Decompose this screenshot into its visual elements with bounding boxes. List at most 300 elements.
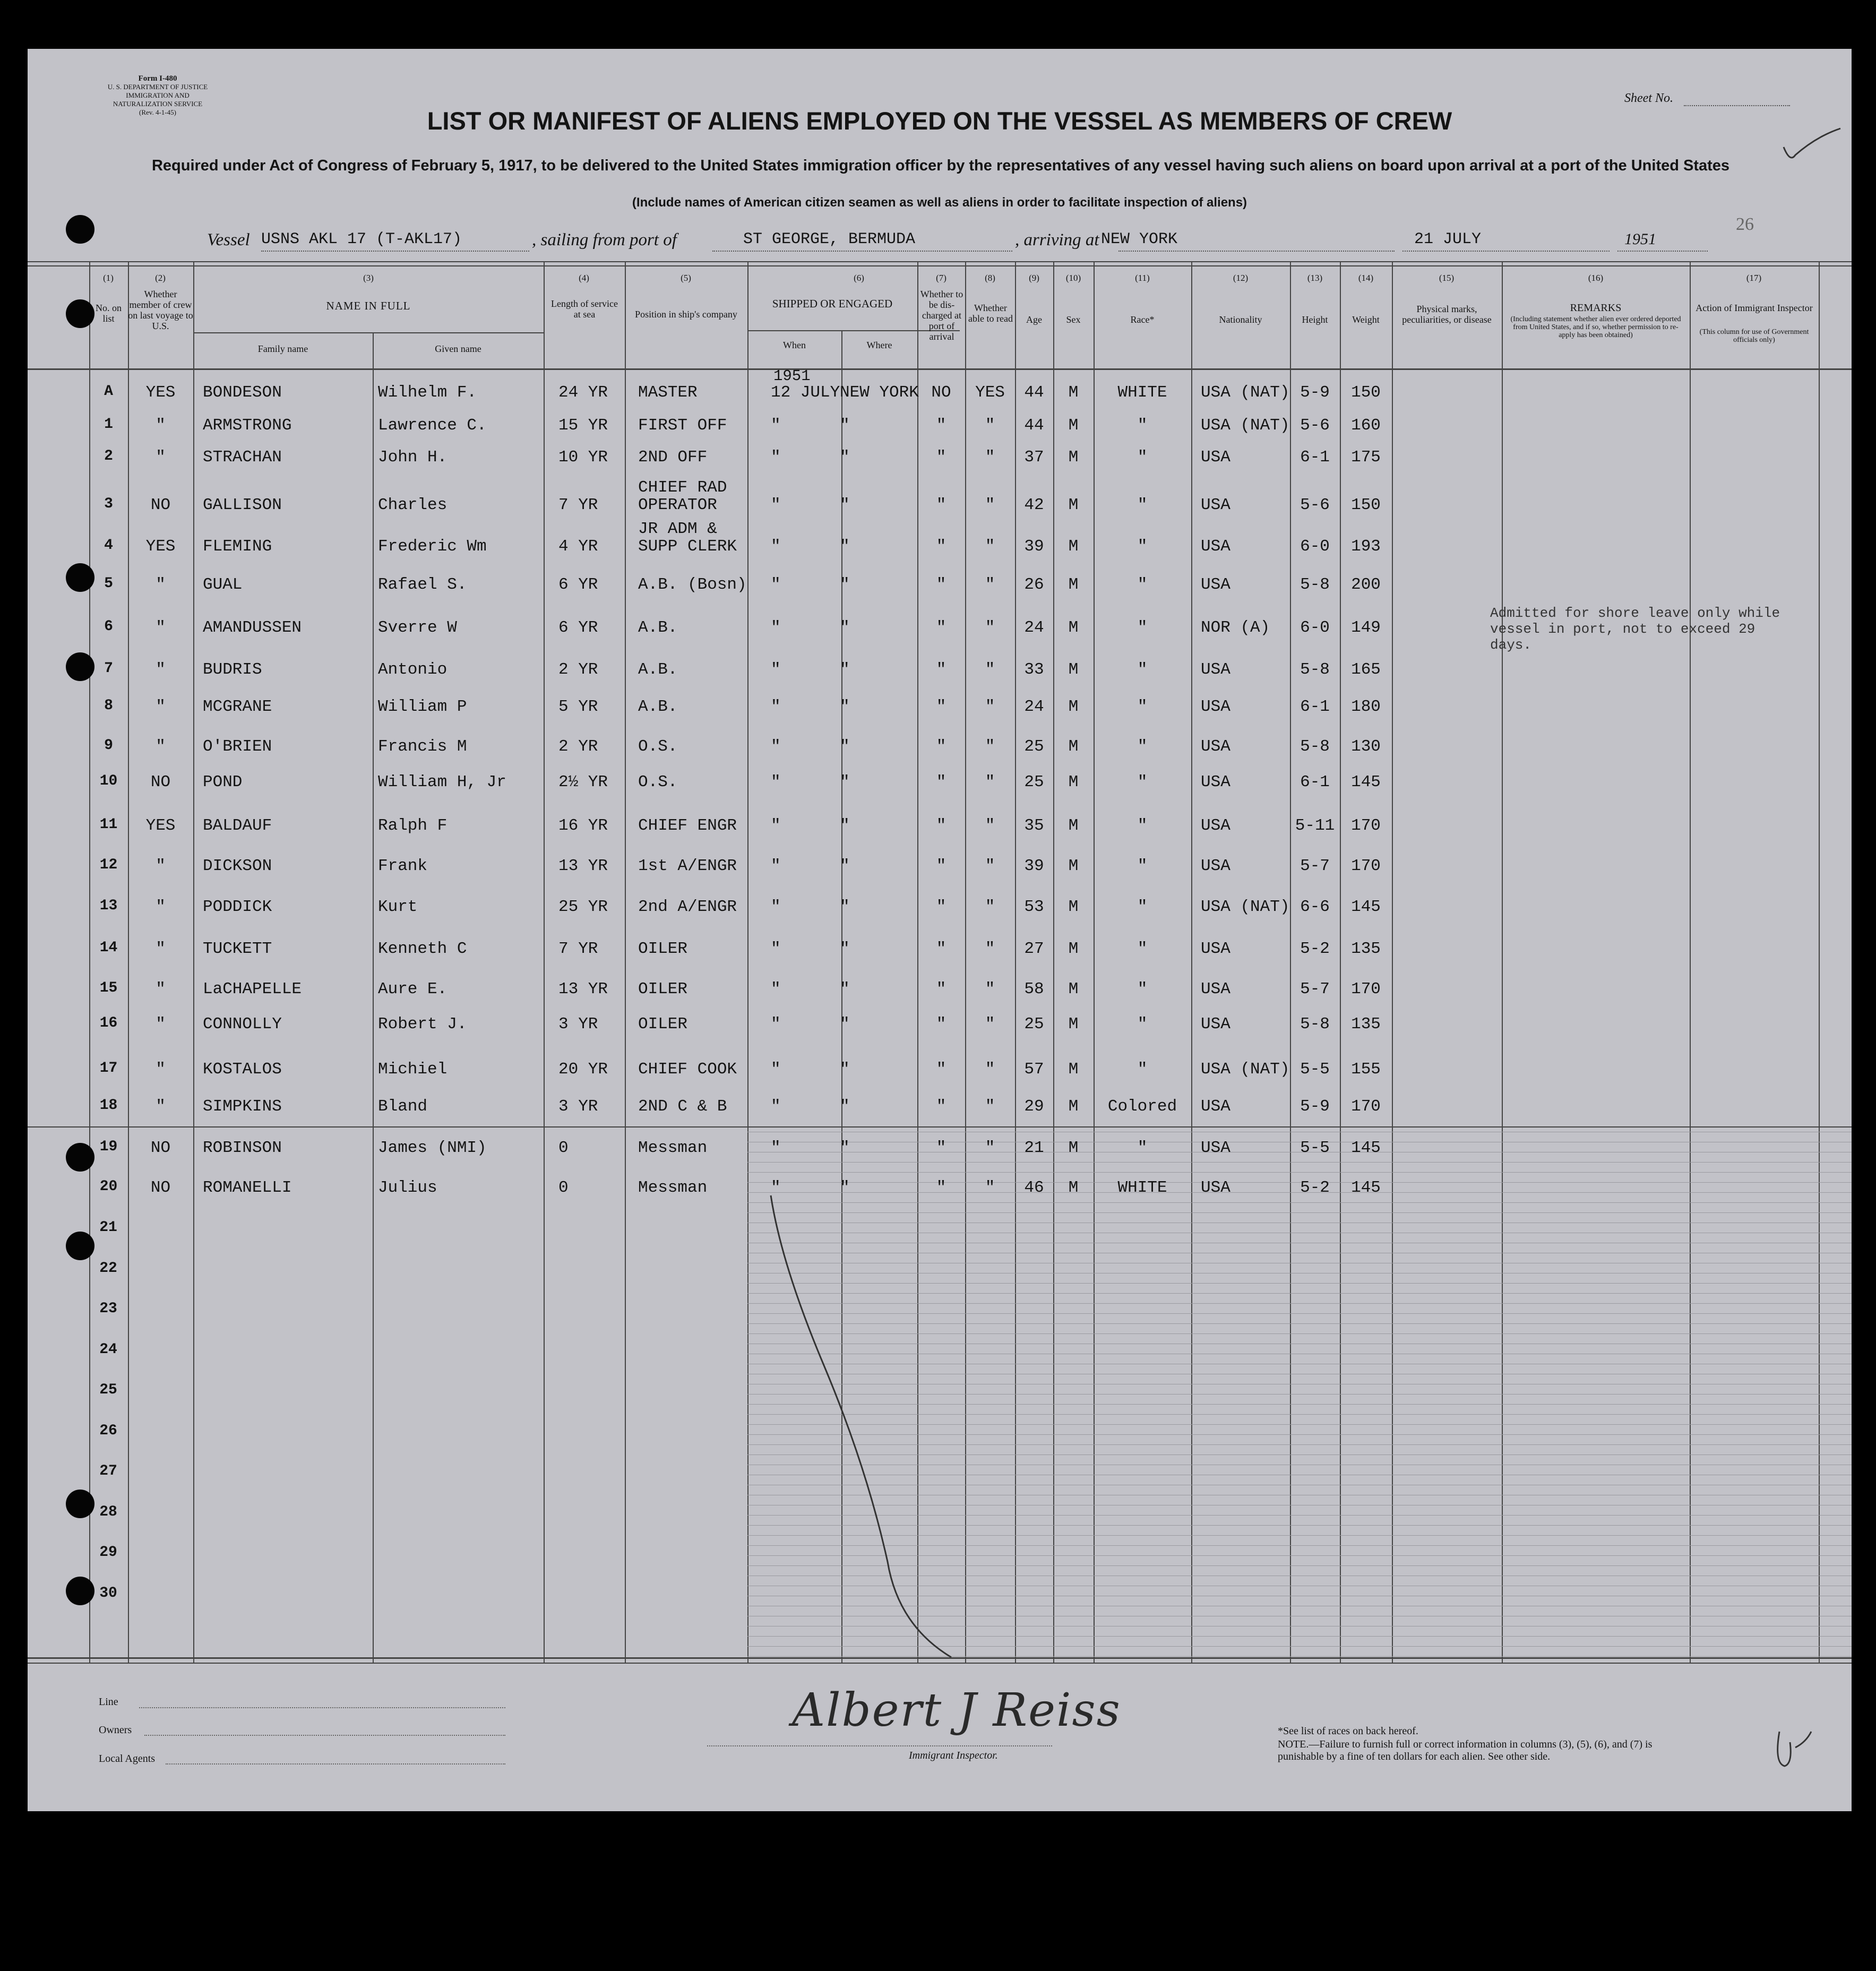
signature-line bbox=[707, 1745, 1052, 1746]
empty-row-number: 27 bbox=[99, 1463, 117, 1479]
cell-given: Charles bbox=[378, 496, 448, 514]
cell-weight: 145 bbox=[1351, 773, 1381, 791]
cell-no: 1 bbox=[104, 416, 113, 433]
page-subnote: (Include names of American citizen seamen as well as aliens in order to facilitate inspection of aliens) bbox=[632, 195, 1247, 210]
page-subtitle: Required under Act of Congress of February 5, 1917, to be delivered to the United States immigration officer by the representatives of any vessel having such aliens on board upon arrival at a port of the United States bbox=[151, 157, 1730, 174]
cell-height: 6-0 bbox=[1300, 537, 1330, 556]
column-number: (9) bbox=[1029, 273, 1039, 283]
cell-read: " bbox=[985, 698, 995, 716]
cell-nationality: USA (NAT) bbox=[1201, 383, 1290, 402]
cell-nationality: USA bbox=[1201, 1015, 1230, 1034]
cell-service: 3 YR bbox=[558, 1097, 598, 1116]
cell-no: 5 bbox=[104, 575, 113, 592]
cell-age: 25 bbox=[1024, 737, 1044, 756]
cell-weight: 135 bbox=[1351, 940, 1381, 958]
cell-no: 13 bbox=[99, 898, 118, 914]
cell-height: 5-8 bbox=[1300, 575, 1330, 594]
cell-sex: M bbox=[1068, 1178, 1079, 1197]
cell-sex: M bbox=[1068, 448, 1079, 467]
cell-discharged: " bbox=[936, 773, 946, 791]
cell-nationality: USA bbox=[1201, 496, 1230, 514]
cell-position: JR ADM & SUPP CLERK bbox=[638, 520, 737, 556]
cell-no: 16 bbox=[99, 1015, 118, 1031]
cell-read: " bbox=[985, 1015, 995, 1034]
cell-nationality: USA bbox=[1201, 660, 1230, 679]
footer-line-field bbox=[139, 1707, 505, 1708]
cell-crew: " bbox=[156, 1097, 166, 1116]
cell-age: 24 bbox=[1024, 698, 1044, 716]
cell-when: " bbox=[771, 940, 781, 958]
when-year-note: 1951 bbox=[773, 367, 811, 385]
column-number: (2) bbox=[155, 273, 166, 283]
cell-given: William H, Jr bbox=[378, 773, 506, 791]
cell-age: 42 bbox=[1024, 496, 1044, 514]
footer-line-label: Line bbox=[99, 1696, 118, 1708]
cell-where: " bbox=[840, 940, 850, 958]
punch-hole bbox=[66, 1232, 94, 1260]
cell-age: 53 bbox=[1024, 898, 1044, 916]
cell-position: 2nd A/ENGR bbox=[638, 898, 737, 916]
cell-age: 39 bbox=[1024, 857, 1044, 875]
cell-crew: NO bbox=[150, 496, 171, 514]
column-number: (1) bbox=[103, 273, 114, 283]
cell-race: " bbox=[1137, 448, 1148, 467]
cell-sex: M bbox=[1068, 1015, 1079, 1034]
cell-where: " bbox=[840, 1097, 850, 1116]
column-number: (13) bbox=[1307, 273, 1323, 283]
cell-service: 16 YR bbox=[558, 816, 608, 835]
col-header-remarks: REMARKS bbox=[1570, 302, 1622, 314]
cell-read: " bbox=[985, 940, 995, 958]
cell-given: Antonio bbox=[378, 660, 448, 679]
cell-read: " bbox=[985, 537, 995, 556]
cell-where: " bbox=[840, 980, 850, 999]
cell-where: " bbox=[840, 1139, 850, 1157]
cell-discharged: " bbox=[936, 737, 946, 756]
cell-position: A.B. bbox=[638, 698, 678, 716]
cell-age: 21 bbox=[1024, 1139, 1044, 1157]
cell-weight: 160 bbox=[1351, 416, 1381, 435]
cell-height: 5-2 bbox=[1300, 940, 1330, 958]
cell-crew: NO bbox=[150, 1139, 171, 1157]
cell-read: " bbox=[985, 618, 995, 637]
cell-position: CHIEF RAD OPERATOR bbox=[638, 478, 727, 514]
cell-when: " bbox=[771, 575, 781, 594]
cell-service: 0 bbox=[558, 1139, 569, 1157]
cell-service: 13 YR bbox=[558, 857, 608, 875]
cell-discharged: " bbox=[936, 940, 946, 958]
cell-service: 2½ YR bbox=[558, 773, 608, 791]
cell-when: 12 JULY bbox=[771, 383, 840, 402]
col-header-height: Height bbox=[1302, 314, 1328, 325]
cell-no: 20 bbox=[99, 1178, 118, 1195]
cell-nationality: USA bbox=[1201, 857, 1230, 875]
cell-discharged: " bbox=[936, 660, 946, 679]
cell-discharged: NO bbox=[931, 383, 951, 402]
empty-row-number: 26 bbox=[99, 1422, 117, 1439]
cell-age: 35 bbox=[1024, 816, 1044, 835]
punch-hole bbox=[66, 1577, 94, 1605]
vessel-label: Vessel bbox=[207, 230, 250, 249]
cell-crew: " bbox=[156, 980, 166, 999]
cell-discharged: " bbox=[936, 1097, 946, 1116]
cell-crew: " bbox=[156, 737, 166, 756]
cell-race: " bbox=[1137, 537, 1148, 556]
cell-crew: YES bbox=[145, 537, 176, 556]
cell-race: " bbox=[1137, 416, 1148, 435]
punch-hole bbox=[66, 652, 94, 681]
cell-height: 5-7 bbox=[1300, 857, 1330, 875]
cell-crew: " bbox=[156, 575, 166, 594]
column-number: (5) bbox=[681, 273, 691, 283]
cell-given: Bland bbox=[378, 1097, 428, 1116]
cell-when: " bbox=[771, 980, 781, 999]
cell-given: Robert J. bbox=[378, 1015, 467, 1034]
cell-family: AMANDUSSEN bbox=[203, 618, 302, 637]
cell-given: Ralph F bbox=[378, 816, 448, 835]
cell-nationality: USA bbox=[1201, 737, 1230, 756]
cell-age: 39 bbox=[1024, 537, 1044, 556]
cell-where: " bbox=[840, 773, 850, 791]
cell-weight: 170 bbox=[1351, 816, 1381, 835]
cell-race: " bbox=[1137, 980, 1148, 999]
cell-no: 10 bbox=[99, 773, 118, 789]
cell-when: " bbox=[771, 1178, 781, 1197]
cell-height: 5-2 bbox=[1300, 1178, 1330, 1197]
cell-family: LaCHAPELLE bbox=[203, 980, 302, 999]
col-header-action: Action of Immigrant Inspector bbox=[1696, 303, 1813, 313]
cell-service: 24 YR bbox=[558, 383, 608, 402]
cell-discharged: " bbox=[936, 448, 946, 467]
col-header-sex: Sex bbox=[1066, 314, 1081, 325]
cell-sex: M bbox=[1068, 857, 1079, 875]
cell-position: A.B. (Bosn) bbox=[638, 575, 747, 594]
column-number: (17) bbox=[1746, 273, 1762, 283]
punch-hole bbox=[66, 215, 94, 244]
empty-row-number: 25 bbox=[99, 1382, 117, 1398]
cell-height: 6-1 bbox=[1300, 773, 1330, 791]
cell-sex: M bbox=[1068, 618, 1079, 637]
cell-nationality: USA bbox=[1201, 575, 1230, 594]
cell-weight: 170 bbox=[1351, 980, 1381, 999]
cell-height: 6-1 bbox=[1300, 448, 1330, 467]
cell-family: FLEMING bbox=[203, 537, 272, 556]
cell-read: YES bbox=[975, 383, 1005, 402]
cell-position: Messman bbox=[638, 1178, 708, 1197]
cell-given: Rafael S. bbox=[378, 575, 467, 594]
cell-family: O'BRIEN bbox=[203, 737, 272, 756]
cell-crew: " bbox=[156, 448, 166, 467]
cell-when: " bbox=[771, 816, 781, 835]
cell-weight: 135 bbox=[1351, 1015, 1381, 1034]
col-header-action-note: (This column for use of Government officials only) bbox=[1699, 328, 1809, 344]
cell-no: 18 bbox=[99, 1097, 118, 1114]
cell-nationality: USA bbox=[1201, 980, 1230, 999]
cell-service: 0 bbox=[558, 1178, 569, 1197]
col-header-no: No. on list bbox=[96, 303, 122, 324]
cell-age: 33 bbox=[1024, 660, 1044, 679]
cell-where: NEW YORK bbox=[840, 383, 919, 402]
col-header-where: Where bbox=[866, 340, 892, 350]
cell-nationality: USA bbox=[1201, 698, 1230, 716]
cell-given: Kurt bbox=[378, 898, 418, 916]
cell-family: ROBINSON bbox=[203, 1139, 282, 1157]
cell-no: 19 bbox=[99, 1139, 118, 1155]
cell-crew: " bbox=[156, 1060, 166, 1079]
cell-read: " bbox=[985, 1060, 995, 1079]
cell-crew: " bbox=[156, 660, 166, 679]
cell-read: " bbox=[985, 1139, 995, 1157]
cell-race: " bbox=[1137, 773, 1148, 791]
cell-race: " bbox=[1137, 940, 1148, 958]
cell-race: WHITE bbox=[1117, 383, 1167, 402]
empty-row-number: 23 bbox=[99, 1301, 117, 1317]
cell-position: CHIEF ENGR bbox=[638, 816, 737, 835]
cell-sex: M bbox=[1068, 660, 1079, 679]
cell-when: " bbox=[771, 773, 781, 791]
cell-race: WHITE bbox=[1117, 1178, 1167, 1197]
cell-race: " bbox=[1137, 618, 1148, 637]
cell-nationality: USA bbox=[1201, 537, 1230, 556]
cell-service: 13 YR bbox=[558, 980, 608, 999]
cell-no: 14 bbox=[99, 940, 118, 956]
inspector-signature: Albert J Reiss bbox=[792, 1684, 1121, 1737]
cell-service: 10 YR bbox=[558, 448, 608, 467]
cell-position: Messman bbox=[638, 1139, 708, 1157]
cell-race: " bbox=[1137, 575, 1148, 594]
col-header-remarks-note: (Including statement whether alien ever ordered deported from United States, and if so, whether permission to re-apply has been obtained) bbox=[1510, 315, 1681, 339]
cell-position: OILER bbox=[638, 940, 688, 958]
cell-nationality: USA bbox=[1201, 448, 1230, 467]
cell-crew: " bbox=[156, 857, 166, 875]
cell-race: " bbox=[1137, 898, 1148, 916]
column-number: (11) bbox=[1135, 273, 1150, 283]
cell-age: 44 bbox=[1024, 383, 1044, 402]
cell-where: " bbox=[840, 898, 850, 916]
cell-service: 5 YR bbox=[558, 698, 598, 716]
cell-height: 5-8 bbox=[1300, 660, 1330, 679]
cell-weight: 145 bbox=[1351, 898, 1381, 916]
cell-height: 5-11 bbox=[1295, 816, 1335, 835]
cell-no: 11 bbox=[99, 816, 118, 833]
cell-discharged: " bbox=[936, 980, 946, 999]
col-header-shipped: SHIPPED OR ENGAGED bbox=[772, 297, 893, 310]
empty-row-number: 30 bbox=[99, 1585, 117, 1602]
cell-race: " bbox=[1137, 816, 1148, 835]
cell-crew: NO bbox=[150, 773, 171, 791]
cell-where: " bbox=[840, 1060, 850, 1079]
form-revision: (Rev. 4-1-45) bbox=[139, 108, 176, 116]
cell-given: Michiel bbox=[378, 1060, 448, 1079]
cell-read: " bbox=[985, 857, 995, 875]
cell-read: " bbox=[985, 575, 995, 594]
cell-family: ROMANELLI bbox=[203, 1178, 292, 1197]
cell-position: OILER bbox=[638, 1015, 688, 1034]
cell-when: " bbox=[771, 448, 781, 467]
cell-weight: 193 bbox=[1351, 537, 1381, 556]
cell-position: A.B. bbox=[638, 660, 678, 679]
cell-family: BALDAUF bbox=[203, 816, 272, 835]
cell-sex: M bbox=[1068, 980, 1079, 999]
cell-height: 5-5 bbox=[1300, 1060, 1330, 1079]
cell-weight: 145 bbox=[1351, 1178, 1381, 1197]
cell-crew: NO bbox=[150, 1178, 171, 1197]
cell-no: 4 bbox=[104, 537, 113, 554]
cell-age: 24 bbox=[1024, 618, 1044, 637]
cell-weight: 165 bbox=[1351, 660, 1381, 679]
cell-read: " bbox=[985, 496, 995, 514]
cell-height: 5-6 bbox=[1300, 416, 1330, 435]
cell-family: BUDRIS bbox=[203, 660, 262, 679]
manifest-document bbox=[28, 49, 1852, 1811]
cell-service: 25 YR bbox=[558, 898, 608, 916]
col-header-weight: Weight bbox=[1352, 314, 1380, 325]
col-header-discharged: Whether to be dis-charged at port of arrival bbox=[920, 289, 963, 342]
cell-crew: " bbox=[156, 618, 166, 637]
column-number: (12) bbox=[1233, 273, 1249, 283]
col-header-nationality: Nationality bbox=[1219, 314, 1262, 325]
cell-weight: 180 bbox=[1351, 698, 1381, 716]
cell-sex: M bbox=[1068, 898, 1079, 916]
cell-crew: " bbox=[156, 940, 166, 958]
cell-family: STRACHAN bbox=[203, 448, 282, 467]
cell-discharged: " bbox=[936, 575, 946, 594]
arriving-port: NEW YORK bbox=[1101, 230, 1178, 248]
cell-race: " bbox=[1137, 1139, 1148, 1157]
cell-given: Wilhelm F. bbox=[378, 383, 477, 402]
cell-service: 20 YR bbox=[558, 1060, 608, 1079]
cell-discharged: " bbox=[936, 1178, 946, 1197]
cell-race: " bbox=[1137, 857, 1148, 875]
sailing-label: , sailing from port of bbox=[532, 230, 677, 249]
cell-weight: 170 bbox=[1351, 1097, 1381, 1116]
cell-height: 6-1 bbox=[1300, 698, 1330, 716]
cell-where: " bbox=[840, 416, 850, 435]
cell-family: BONDESON bbox=[203, 383, 282, 402]
cell-discharged: " bbox=[936, 537, 946, 556]
cell-position: 1st A/ENGR bbox=[638, 857, 737, 875]
cell-age: 44 bbox=[1024, 416, 1044, 435]
column-number: (15) bbox=[1439, 273, 1455, 283]
cell-position: FIRST OFF bbox=[638, 416, 727, 435]
cell-age: 46 bbox=[1024, 1178, 1044, 1197]
arriving-label: , arriving at bbox=[1015, 230, 1099, 249]
cell-no: 3 bbox=[104, 496, 113, 512]
cell-read: " bbox=[985, 737, 995, 756]
footer-owners-field bbox=[144, 1735, 505, 1736]
cell-given: Francis M bbox=[378, 737, 467, 756]
col-header-read: Whether able to read bbox=[968, 303, 1013, 324]
cancel-line-mark bbox=[739, 1190, 973, 1657]
cell-given: Lawrence C. bbox=[378, 416, 487, 435]
cell-sex: M bbox=[1068, 537, 1079, 556]
cell-service: 2 YR bbox=[558, 737, 598, 756]
cell-height: 5-5 bbox=[1300, 1139, 1330, 1157]
empty-row-number: 28 bbox=[99, 1503, 117, 1520]
cell-when: " bbox=[771, 737, 781, 756]
cell-height: 5-9 bbox=[1300, 1097, 1330, 1116]
cell-where: " bbox=[840, 537, 850, 556]
cell-when: " bbox=[771, 1015, 781, 1034]
punch-hole bbox=[66, 299, 94, 328]
cell-discharged: " bbox=[936, 857, 946, 875]
column-number: (6) bbox=[854, 273, 864, 283]
cell-given: Julius bbox=[378, 1178, 437, 1197]
page-title: LIST OR MANIFEST OF ALIENS EMPLOYED ON THE VESSEL AS MEMBERS OF CREW bbox=[427, 107, 1452, 135]
column-number: (14) bbox=[1358, 273, 1374, 283]
cell-where: " bbox=[840, 496, 850, 514]
cell-age: 29 bbox=[1024, 1097, 1044, 1116]
col-header-service: Length of service at sea bbox=[551, 298, 618, 320]
cell-when: " bbox=[771, 698, 781, 716]
arrival-date: 21 JULY bbox=[1414, 230, 1482, 248]
cell-nationality: USA bbox=[1201, 1097, 1230, 1116]
cell-sex: M bbox=[1068, 737, 1079, 756]
cell-crew: " bbox=[156, 898, 166, 916]
col-header-position: Position in ship's company bbox=[635, 309, 737, 320]
cell-position: 2ND C & B bbox=[638, 1097, 727, 1116]
cell-no: 7 bbox=[104, 660, 113, 677]
cell-nationality: USA (NAT) bbox=[1201, 898, 1290, 916]
cell-nationality: USA (NAT) bbox=[1201, 1060, 1290, 1079]
cell-height: 5-7 bbox=[1300, 980, 1330, 999]
cell-weight: 150 bbox=[1351, 383, 1381, 402]
cell-height: 5-8 bbox=[1300, 737, 1330, 756]
cell-when: " bbox=[771, 496, 781, 514]
col-header-age: Age bbox=[1026, 314, 1042, 325]
footer-agents-label: Local Agents bbox=[99, 1753, 156, 1765]
empty-row-number: 22 bbox=[99, 1260, 117, 1277]
footer-owners-label: Owners bbox=[99, 1724, 132, 1736]
cell-service: 4 YR bbox=[558, 537, 598, 556]
cell-where: " bbox=[840, 698, 850, 716]
cell-read: " bbox=[985, 448, 995, 467]
cell-given: Kenneth C bbox=[378, 940, 467, 958]
cell-family: GUAL bbox=[203, 575, 243, 594]
cell-sex: M bbox=[1068, 575, 1079, 594]
cell-service: 2 YR bbox=[558, 660, 598, 679]
cell-height: 5-8 bbox=[1300, 1015, 1330, 1034]
shore-leave-remark: Admitted for shore leave only while vessel in port, not to exceed 29 days. bbox=[1490, 605, 1780, 653]
col-header-given: Given name bbox=[435, 343, 481, 354]
cell-race: " bbox=[1137, 660, 1148, 679]
cell-crew: " bbox=[156, 698, 166, 716]
cell-given: Frank bbox=[378, 857, 428, 875]
cell-family: DICKSON bbox=[203, 857, 272, 875]
inspector-label: Immigrant Inspector. bbox=[909, 1750, 998, 1761]
cell-position: O.S. bbox=[638, 773, 678, 791]
cell-read: " bbox=[985, 980, 995, 999]
cell-read: " bbox=[985, 660, 995, 679]
cell-service: 7 YR bbox=[558, 940, 598, 958]
cell-sex: M bbox=[1068, 416, 1079, 435]
cell-sex: M bbox=[1068, 816, 1079, 835]
form-number: Form I-480 bbox=[138, 74, 177, 83]
cell-when: " bbox=[771, 857, 781, 875]
cell-when: " bbox=[771, 618, 781, 637]
cell-discharged: " bbox=[936, 898, 946, 916]
cell-discharged: " bbox=[936, 1139, 946, 1157]
column-number: (10) bbox=[1065, 273, 1081, 283]
cell-family: PODDICK bbox=[203, 898, 272, 916]
form-service: IMMIGRATION AND NATURALIZATION SERVICE bbox=[113, 91, 203, 108]
cell-sex: M bbox=[1068, 1060, 1079, 1079]
cell-no: A bbox=[104, 383, 113, 400]
cell-when: " bbox=[771, 1097, 781, 1116]
cell-family: KOSTALOS bbox=[203, 1060, 282, 1079]
cell-given: Frederic Wm bbox=[378, 537, 487, 556]
cell-weight: 175 bbox=[1351, 448, 1381, 467]
